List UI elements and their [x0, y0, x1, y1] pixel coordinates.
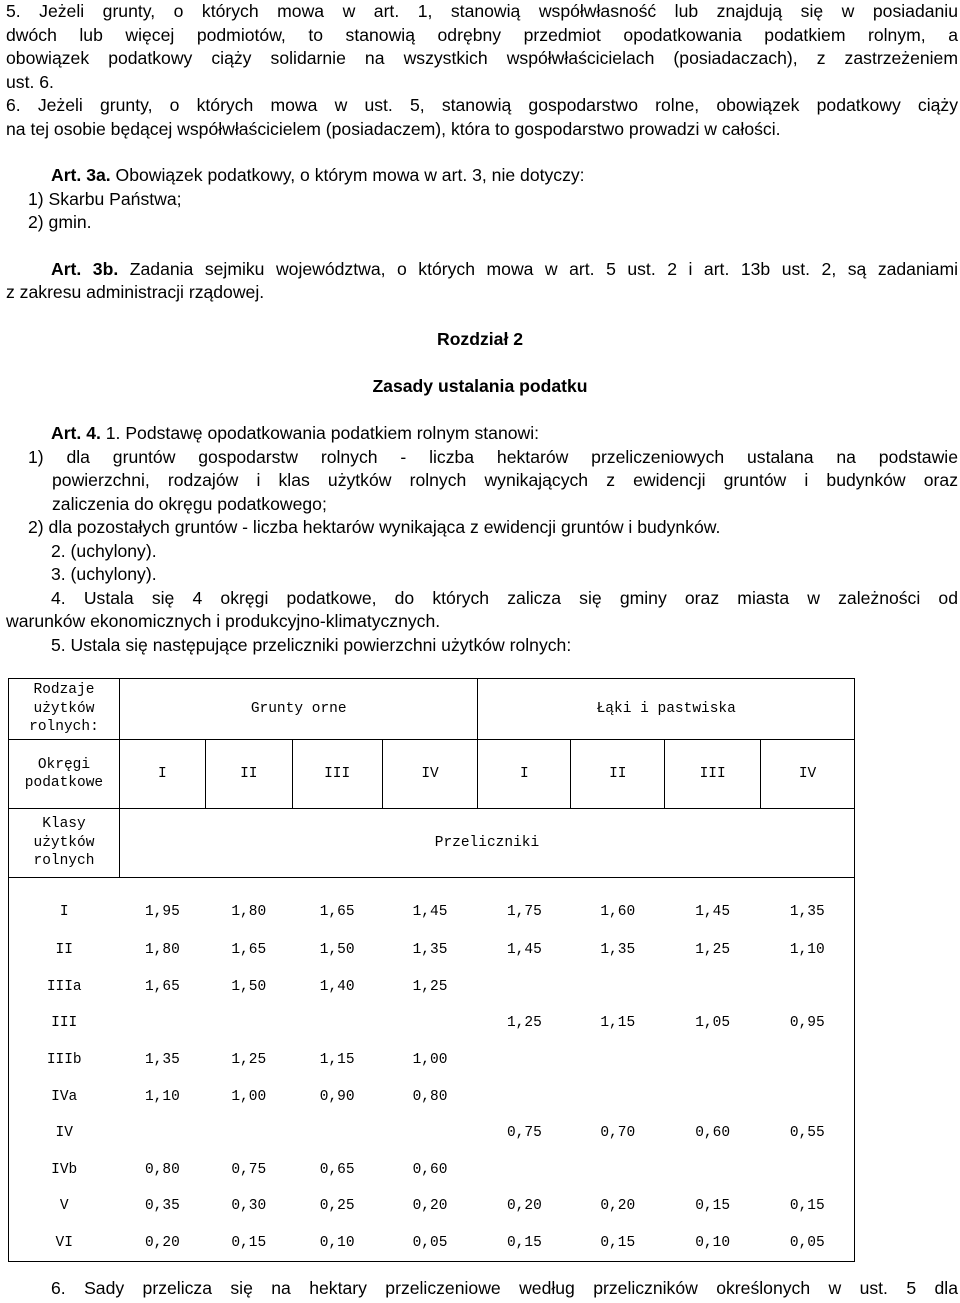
factor-cell: [292, 1005, 382, 1042]
table-row: [9, 1115, 855, 1152]
factor-cell: 0,80: [412, 1088, 448, 1105]
factor-cell: 0,25: [319, 1198, 355, 1215]
factor-cell: 0,80: [144, 1161, 180, 1178]
class-cell: III: [9, 1005, 120, 1042]
header-cell-tax-districts: Okręgi podatkowe: [9, 740, 120, 809]
factor-cell: [665, 1152, 761, 1189]
factor-cell: [665, 1078, 761, 1115]
factor-cell: 1,35: [412, 942, 448, 959]
factor-cell: [478, 1152, 571, 1189]
table-header-row-types: [9, 679, 855, 740]
factor-cell: [382, 1115, 478, 1152]
class-cell: IIIb: [9, 1042, 120, 1079]
factor-cell: 1,60: [600, 904, 636, 920]
factor-cell: 0,15: [571, 1225, 665, 1262]
factor-cell: [292, 1115, 382, 1152]
factor-cell: 1,65: [231, 942, 267, 959]
art-3a-item-2: 2) gmin.: [28, 212, 92, 232]
paragraph-6-line-1: 6. Jeżeli grunty, o których mowa w ust. 5, stanowią gospodarstwo rolne, obowiązek podatkowy ciąży: [6, 95, 958, 115]
factor-cell: 0,05: [382, 1225, 478, 1262]
factor-cell: 0,15: [478, 1225, 571, 1262]
art-4-intro-text: 1. Podstawę opodatkowania podatkiem rolnym stanowi:: [105, 423, 540, 443]
factor-cell: 0,20: [600, 1198, 636, 1215]
class-cell: IVa: [9, 1078, 120, 1115]
district-cell: III: [665, 740, 761, 809]
factor-cell: 0,95: [761, 1005, 855, 1042]
factor-cell: 1,10: [144, 1088, 180, 1105]
factor-cell: 0,75: [506, 1125, 542, 1142]
art-4-intro: [6, 422, 960, 446]
factor-cell: 1,45: [506, 942, 542, 959]
paragraph-6-line-2: na tej osobie będącej współwłaścicielem (posiadaczem), która to gospodarstwo prowadzi w całości.: [6, 118, 781, 139]
factor-cell: 1,25: [695, 942, 731, 959]
factor-cell: [761, 1042, 855, 1079]
art-3b-text: Zadania sejmiku województwa, o których mowa w art. 5 ust. 2 i art. 13b ust. 2, są zadaniami: [129, 258, 959, 279]
header-meadows-pastures: Łąki i pastwiska: [478, 679, 855, 740]
factor-cell: 0,55: [761, 1115, 855, 1152]
factor-cell: [205, 1005, 292, 1042]
district-cell: IV: [761, 740, 855, 809]
factor-cell: 1,65: [319, 904, 355, 920]
factor-cell: 1,35: [600, 942, 636, 959]
factor-cell: 1,25: [412, 978, 448, 995]
factor-cell: 0,15: [205, 1225, 292, 1262]
header-cell-land-types: Rodzaje użytków rolnych:: [9, 679, 120, 740]
paragraph-6-footer: 6. Sady przelicza się na hektary przeliczeniowe według przeliczników określonych w ust. 5 dla: [51, 1278, 958, 1298]
art-4-para-4-line-2: warunków ekonomicznych i produkcyjno-klimatycznych.: [6, 611, 441, 631]
factor-cell: 1,45: [695, 904, 731, 920]
factor-cell: 0,60: [695, 1125, 731, 1142]
factor-cell: 1,50: [319, 942, 355, 959]
table-row: [9, 932, 855, 969]
factor-cell: [761, 1078, 855, 1115]
art-3a-item-1: 1) Skarbu Państwa;: [28, 188, 182, 209]
factor-cell: 0,15: [695, 1198, 731, 1215]
district-cell: I: [119, 740, 205, 809]
factor-cell: 0,70: [600, 1125, 636, 1142]
factor-cell: 0,10: [292, 1225, 382, 1262]
factor-cell: [571, 1042, 665, 1079]
factor-cell: 0,60: [412, 1161, 448, 1178]
class-cell: I: [9, 878, 120, 933]
factor-cell: 0,15: [761, 1188, 855, 1225]
factor-cell: 1,15: [319, 1052, 355, 1069]
art-3a-label: Art. 3a.: [51, 165, 111, 185]
conversion-factors-table: [8, 678, 855, 1262]
table-row: [9, 969, 855, 1006]
factor-cell: 1,40: [319, 978, 355, 995]
art-4-item-1-line-1: 1) dla gruntów gospodarstw rolnych - liczba hektarów przeliczeniowych ustalana na podstawie: [28, 446, 958, 467]
chapter-subtitle: Zasady ustalania podatku: [372, 375, 588, 396]
table-row: [9, 1042, 855, 1079]
paragraph-5-line-1: 5. Jeżeli grunty, o których mowa w art. 1, stanowią współwłasność lub znajdują się w posiadaniu: [6, 1, 958, 21]
factor-cell: 1,35: [761, 878, 855, 933]
chapter-title: Rozdział 2: [436, 328, 524, 349]
table-row: [9, 1152, 855, 1189]
paragraph-5-line-2: dwóch lub więcej podmiotów, to stanowią odrębny przedmiot opodatkowania podatkiem rolnym, a: [6, 24, 958, 45]
factor-cell: [478, 1078, 571, 1115]
factor-cell: 0,20: [506, 1198, 542, 1215]
factor-cell: 0,10: [665, 1225, 761, 1262]
art-4-para-4-line-1: 4. Ustala się 4 okręgi podatkowe, do których zalicza się gminy oraz miasta w zależności od: [51, 587, 958, 608]
table-header-row-districts: [9, 740, 855, 809]
table-row: [9, 878, 855, 933]
factor-cell: 1,35: [144, 1052, 180, 1069]
factor-cell: 0,65: [319, 1161, 355, 1178]
factor-cell: 1,00: [412, 1052, 448, 1069]
table-row: [9, 1225, 855, 1262]
factor-cell: [571, 1152, 665, 1189]
art-4-para-2: 2. (uchylony).: [51, 540, 157, 561]
art-4-label: Art. 4.: [51, 423, 101, 443]
paragraph-5-line-3: obowiązek podatkowy ciąży solidarnie na wszystkich współwłaścicielach (posiadaczach), z zastrzeżeniem: [6, 48, 958, 68]
factor-cell: 1,25: [231, 1052, 267, 1069]
factor-cell: 0,90: [319, 1088, 355, 1105]
factor-cell: [382, 1005, 478, 1042]
district-cell: II: [571, 740, 665, 809]
class-cell: V: [9, 1188, 120, 1225]
factor-cell: [761, 969, 855, 1006]
district-cell: II: [205, 740, 292, 809]
art-3b-line-1: [6, 258, 958, 282]
district-cell: I: [478, 740, 571, 809]
table-row: [9, 1078, 855, 1115]
art-3b-line-2: z zakresu administracji rządowej.: [6, 282, 265, 302]
factor-cell: [478, 1042, 571, 1079]
class-cell: II: [9, 932, 120, 969]
class-cell: IIIa: [9, 969, 120, 1006]
factor-cell: 1,50: [231, 978, 267, 995]
factor-cell: 1,95: [144, 904, 180, 920]
factor-cell: 1,25: [506, 1015, 542, 1032]
district-cell: III: [292, 740, 382, 809]
art-4-item-1-line-2: powierzchni, rodzajów i klas użytków rolnych wynikających z ewidencji gruntów i budynków oraz: [52, 470, 958, 490]
factor-cell: 0,30: [231, 1198, 267, 1215]
factor-cell: 1,05: [695, 1015, 731, 1032]
factor-cell: 1,45: [412, 904, 448, 920]
table-header-row-classes: [9, 809, 855, 878]
class-cell: IV: [9, 1115, 120, 1152]
factor-cell: [665, 969, 761, 1006]
art-3a: [6, 164, 960, 188]
header-cell-land-classes: Klasy użytków rolnych: [9, 809, 120, 878]
factor-cell: 1,00: [231, 1088, 267, 1105]
factor-cell: 0,35: [144, 1198, 180, 1215]
table-row: [9, 1188, 855, 1225]
class-cell: IVb: [9, 1152, 120, 1189]
factor-cell: [665, 1042, 761, 1079]
factor-cell: 1,80: [144, 942, 180, 959]
art-4-item-1-line-3: zaliczenia do okręgu podatkowego;: [52, 493, 327, 514]
art-4-item-2: 2) dla pozostałych gruntów - liczba hektarów wynikająca z ewidencji gruntów i budynków.: [28, 517, 721, 537]
factor-cell: [119, 1005, 205, 1042]
header-conversion-factors: Przeliczniki: [119, 809, 854, 878]
factor-cell: 0,20: [412, 1198, 448, 1215]
factor-cell: 1,15: [600, 1015, 636, 1032]
header-arable-land: Grunty orne: [119, 679, 478, 740]
district-cell: IV: [382, 740, 478, 809]
art-3a-text: Obowiązek podatkowy, o którym mowa w art. 3, nie dotyczy:: [115, 165, 585, 185]
art-3b-label: Art. 3b.: [51, 258, 119, 279]
factor-cell: 1,65: [144, 978, 180, 995]
factor-cell: 0,75: [231, 1161, 267, 1178]
art-4-para-5: 5. Ustala się następujące przeliczniki powierzchni użytków rolnych:: [51, 634, 572, 655]
art-4-para-3: 3. (uchylony).: [51, 564, 157, 584]
factor-cell: [478, 969, 571, 1006]
table-row: [9, 1005, 855, 1042]
table-body: [9, 878, 855, 1262]
factor-cell: [761, 1152, 855, 1189]
factor-cell: [205, 1115, 292, 1152]
factor-cell: [571, 969, 665, 1006]
factor-cell: [119, 1115, 205, 1152]
factor-cell: 1,75: [506, 904, 542, 920]
factor-cell: 1,80: [231, 904, 267, 920]
factor-cell: [571, 1078, 665, 1115]
paragraph-5-line-4: ust. 6.: [6, 71, 54, 92]
factor-cell: 0,05: [761, 1225, 855, 1262]
factor-cell: 0,20: [119, 1225, 205, 1262]
class-cell: VI: [9, 1225, 120, 1262]
factor-cell: 1,10: [761, 932, 855, 969]
